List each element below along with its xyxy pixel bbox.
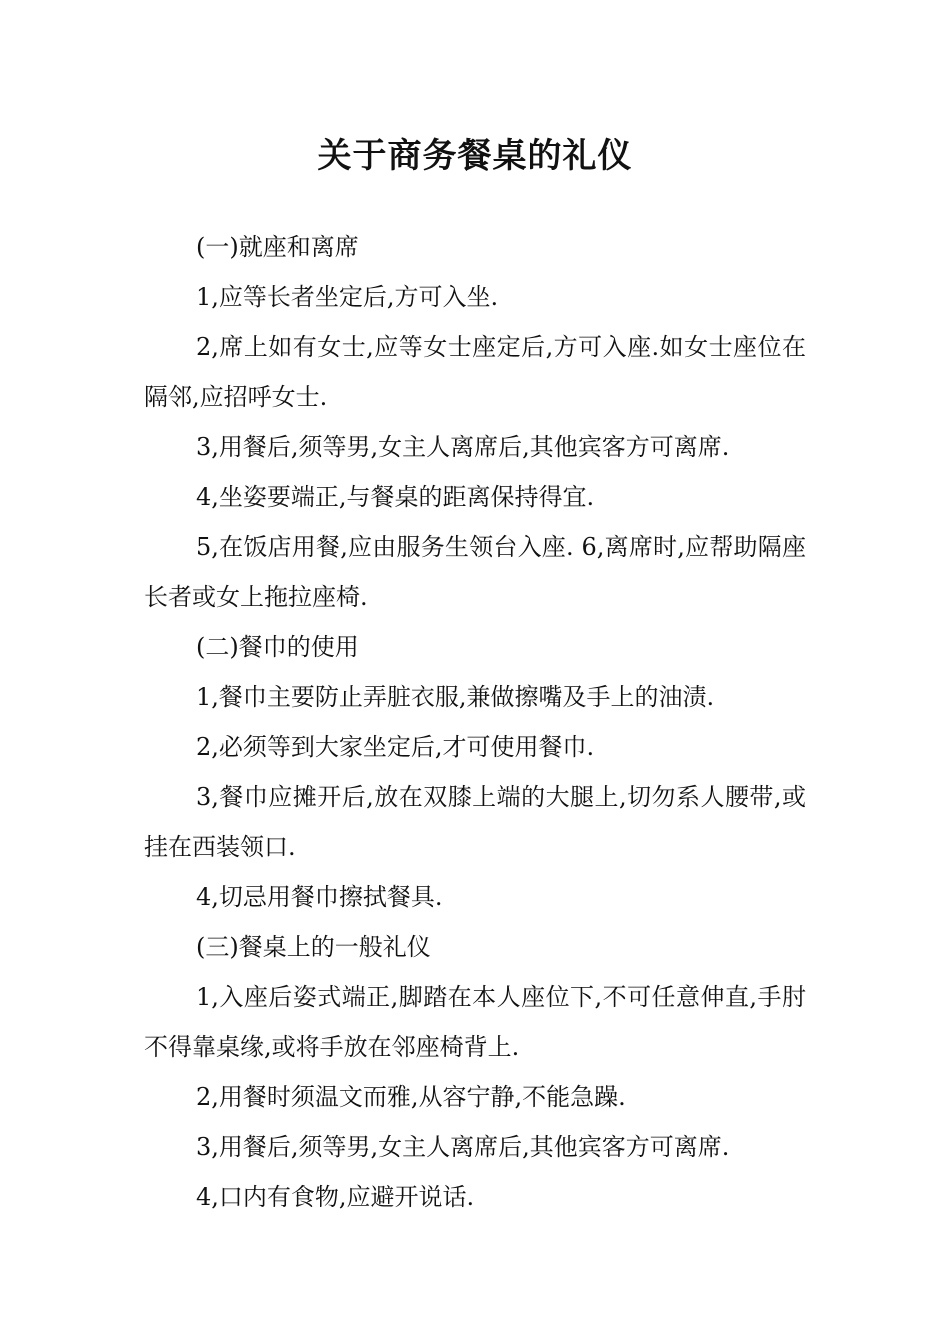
paragraph: 4,坐姿要端正,与餐桌的距离保持得宜. [196,483,595,511]
section-heading: (二)餐巾的使用 [196,633,359,661]
paragraph: 2,必须等到大家坐定后,才可使用餐巾. [196,733,595,761]
section-heading: (一)就座和离席 [196,233,359,261]
paragraph: 4,口内有食物,应避开说话. [196,1183,475,1211]
paragraph: 2,席上如有女士,应等女士座定后,方可入座.如女士座位在隔邻,应招呼女士. [144,333,806,411]
paragraph: 1,应等长者坐定后,方可入坐. [196,283,499,311]
paragraph: 5,在饭店用餐,应由服务生领台入座. 6,离席时,应帮助隔座长者或女上拖拉座椅. [144,533,806,611]
paragraph: 3,用餐后,须等男,女主人离席后,其他宾客方可离席. [196,1133,730,1161]
paragraph: 4,切忌用餐巾擦拭餐具. [196,883,443,911]
document-body [144,222,806,1222]
paragraph: 3,餐巾应摊开后,放在双膝上端的大腿上,切勿系人腰带,或挂在西装领口. [144,783,806,861]
paragraph: 1,入座后姿式端正,脚踏在本人座位下,不可任意伸直,手肘不得靠桌缘,或将手放在邻座椅背上. [144,983,806,1061]
page-title: 关于商务餐桌的礼仪 [317,136,633,176]
section-heading: (三)餐桌上的一般礼仪 [196,933,431,961]
paragraph: 2,用餐时须温文而雅,从容宁静,不能急躁. [196,1083,626,1111]
paragraph: 3,用餐后,须等男,女主人离席后,其他宾客方可离席. [196,433,730,461]
paragraph: 1,餐巾主要防止弄脏衣服,兼做擦嘴及手上的油渍. [196,683,715,711]
